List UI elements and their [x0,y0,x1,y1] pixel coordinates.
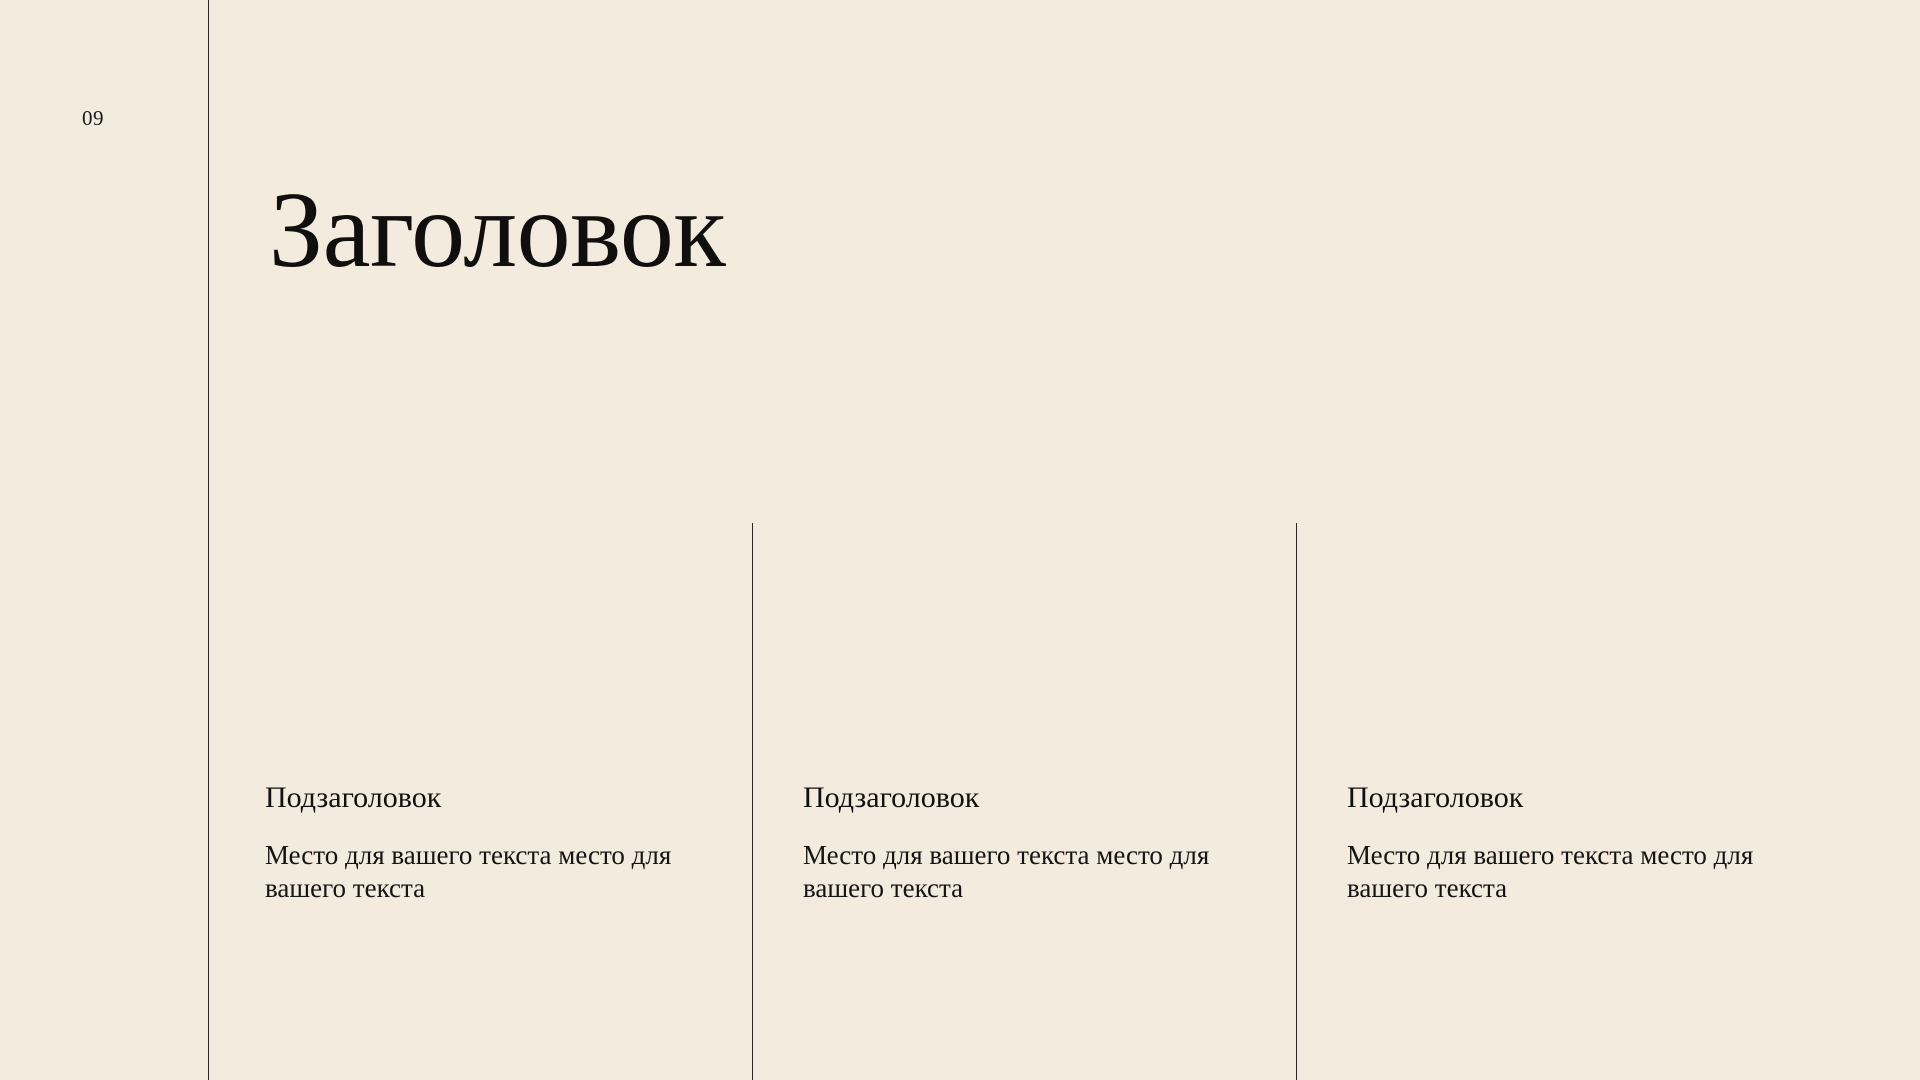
column-heading: Подзаголовок [265,781,442,814]
text-column [1347,780,1817,905]
page-number: 09 [82,106,104,130]
column-body-text: Место для вашего текста место для вашего текста [1347,840,1754,903]
text-column [803,780,1273,905]
column-body-text: Место для вашего текста место для вашего текста [803,840,1210,903]
column-heading: Подзаголовок [1347,781,1524,814]
page-title: Заголовок [269,171,726,291]
column-heading: Подзаголовок [803,781,980,814]
column-body-text: Место для вашего текста место для вашего текста [265,840,672,903]
columns-container [0,780,1920,1080]
text-column [265,780,735,905]
